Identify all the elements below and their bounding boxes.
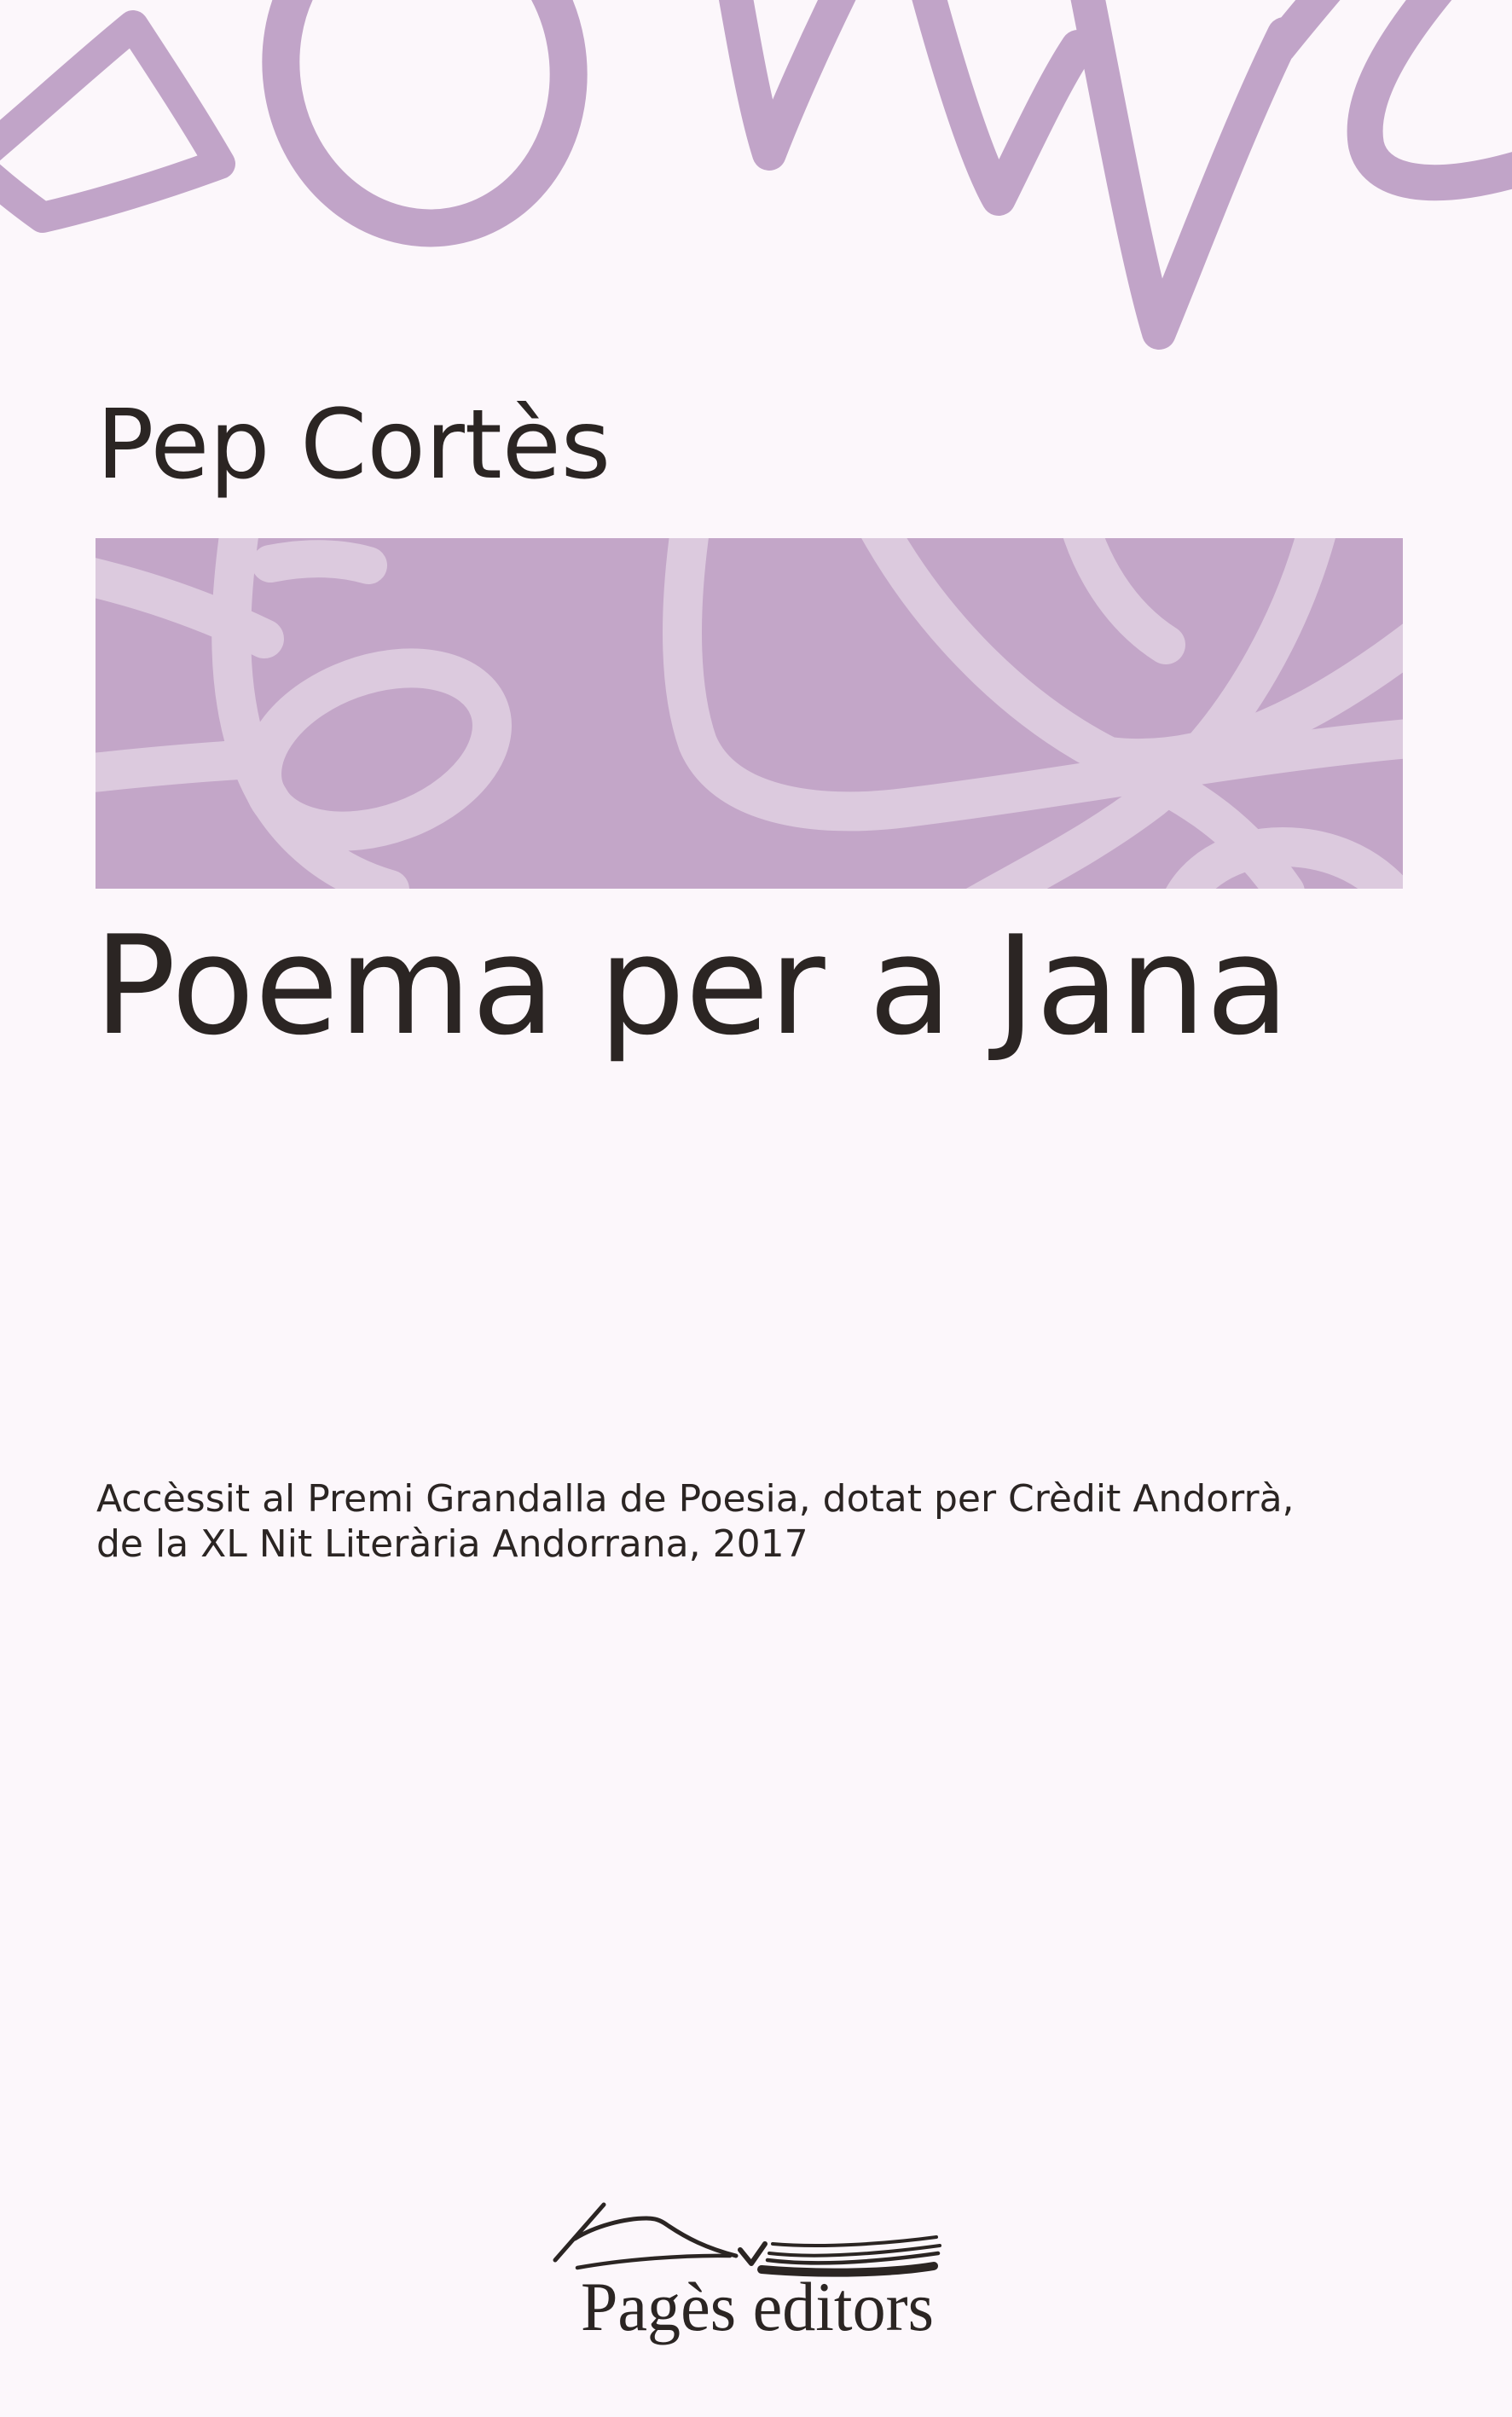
publisher-logo-art xyxy=(557,2200,958,2362)
band-scribble-art xyxy=(96,538,1403,889)
award-note-line2: de la XL Nit Literària Andorrana, 2017 xyxy=(96,1522,808,1566)
top-scribble-strokes xyxy=(0,0,1512,333)
publisher-logo xyxy=(557,2200,958,2362)
award-note xyxy=(96,1476,1295,1567)
top-scribble-decoration xyxy=(0,0,1512,367)
author-name: Pep Cortès xyxy=(96,390,611,501)
award-note-line1: Accèssit al Premi Grandalla de Poesia, dotat per Crèdit Andorrà, xyxy=(96,1477,1295,1521)
decorative-band xyxy=(96,538,1403,889)
publisher-name: Pagès editors xyxy=(581,2268,934,2345)
open-book-pen-icon xyxy=(555,2205,940,2273)
book-title: Poema per a Jana xyxy=(94,906,1290,1065)
